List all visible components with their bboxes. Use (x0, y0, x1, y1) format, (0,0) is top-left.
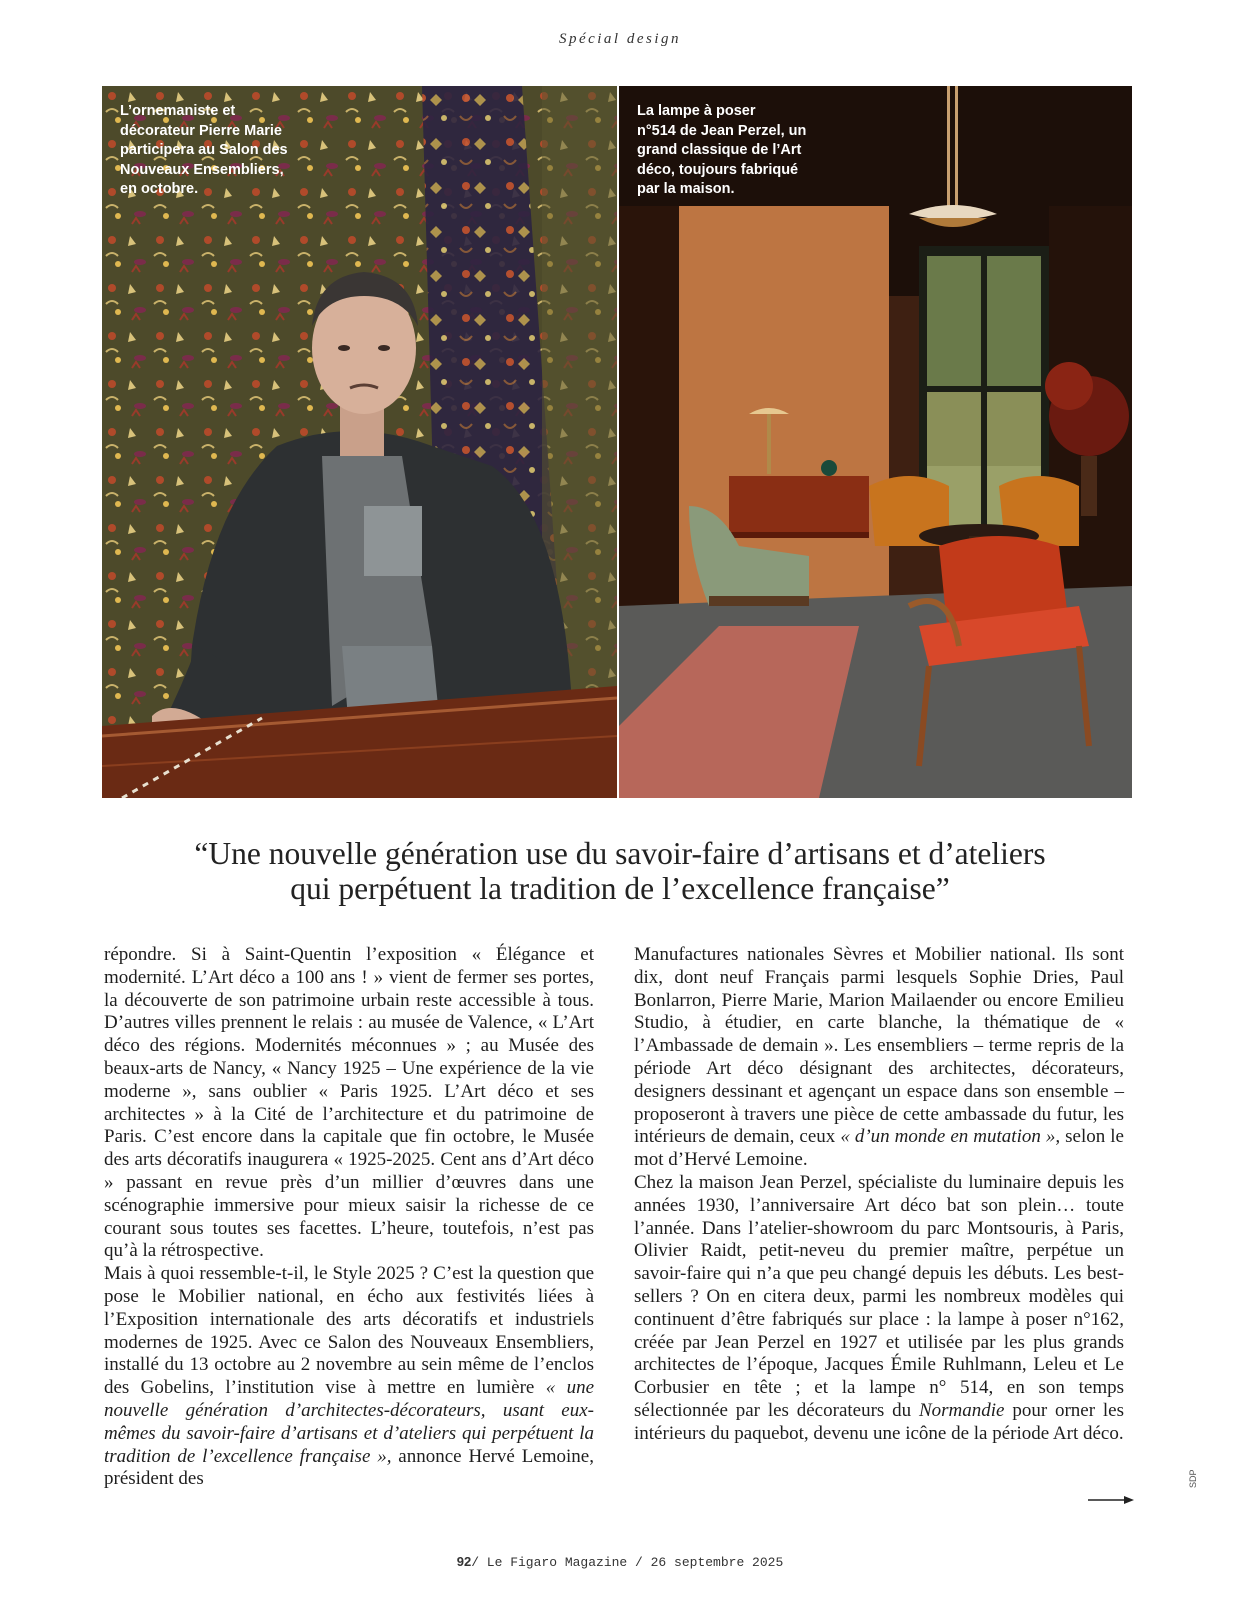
paragraph (634, 1172, 1124, 1446)
paragraph (634, 944, 1124, 1172)
quoted-text: « une nouvelle génération d’architectes-décorateurs, usant eux-mêmes du savoir-faire d’artisans et d’ateliers qui perpétuent la tradition de l’excellence française », (104, 1377, 595, 1467)
quoted-text: « d’un monde en mutation », (840, 1126, 1061, 1148)
article-column-right (634, 944, 1124, 1446)
ship-name: Normandie (918, 1399, 1005, 1421)
photo-credit: SDP (1188, 1469, 1198, 1488)
page-number: 92 (456, 1554, 472, 1569)
arrow-right-icon (1088, 1495, 1134, 1505)
paragraph: répondre. Si à Saint-Quentin l’exposition « Élégance et modernité. L’Art déco a 100 ans ! » vient de fermer ses portes, la découverte de son patrimoine urbain reste accessible à tous. D’autres villes prennent le relais : au musée de Valence, « L’Art déco des régions. Modernités méconnues » ; au Musée des beaux-arts de Nancy, « Nancy 1925 – Une expérience de la vie moderne », sans oublier « Paris 1925. L’Art déco et ses architectes » à la Cité de l’architecture et du patrimoine de Paris. C’est encore dans la capitale que fin octobre, le Musée des arts décoratifs inaugurera « 1925-2025. Cent ans d’Art déco » passant en revue près d’un millier d’œuvres dans une scénographie immersive pour mieux saisir la richesse de ce courant sous toutes ses facettes. L’heure, toutefois, n’est pas qu’à la rétrospective. (104, 944, 594, 1262)
paragraph-text: Chez la maison Jean Perzel, spécialiste du luminaire depuis les années 1930, l’anniversaire Art déco bat son plein… toute l’année. Dans l’atelier-showroom du parc Montsouris, à Paris, Olivier Raidt, petit-neveu du premier maître, perpétue un savoir-faire qui n’a que peu changé depuis les débuts. Les best-sellers ? On en citera deux, parmi les nombreux modèles qui continuent d’être fabriqués sur place : la lampe à poser n°162, créée par Jean Perzel en 1927 et utilisée par les plus grands architectes de l’époque, Jacques Émile Ruhlmann, Leleu et Le Corbusier en tête ; et la lampe n° 514, en son temps sélectionnée par les décorateurs du (634, 1171, 1124, 1421)
publication-info: / Le Figaro Magazine / 26 septembre 2025 (471, 1555, 784, 1570)
page-footer (0, 1554, 1240, 1570)
article-column-left (104, 944, 594, 1491)
section-header: Spécial design (558, 31, 682, 47)
paragraph-text: selon le mot d’Hervé Lemoine. (634, 1126, 1124, 1171)
paragraph-text: pour orner les intérieurs du paquebot, devenu une icône de la période Art déco. (634, 1399, 1124, 1444)
photo-interior (619, 86, 1132, 798)
pull-quote-line-1: “Une nouvelle génération use du savoir-faire d’artisans et d’ateliers (194, 836, 1046, 871)
paragraph-text: Mais à quoi ressemble-t-il, le Style 2025 ? C’est la question que pose le Mobilier national, en écho aux festivités liées à l’Exposition internationale des arts décoratifs et industriels modernes de 1925. Avec ce Salon des Nouveaux Ensembliers, installé du 13 octobre au 2 novembre au sein même de l’enclos des Gobelins, l’institution vise à mettre en lumière (104, 1263, 594, 1399)
pull-quote (0, 836, 1240, 906)
paragraph (104, 1263, 594, 1491)
paragraph-text: annonce Hervé Lemoine, président des (104, 1445, 594, 1490)
pull-quote-line-2: qui perpétuent la tradition de l’excellence française” (290, 871, 950, 906)
paragraph-text: Manufactures nationales Sèvres et Mobilier national. Ils sont dix, dont neuf Français parmi lesquels Sophie Dries, Paul Bonlarron, Pierre Marie, Marion Mailaender ou encore Emilieu Studio, à étudier, en carte blanche, la thématique de « l’Ambassade de demain ». Les ensembliers – terme repris de la période Art déco désignant des architectes, décorateurs, designers dessinant et agençant un espace dans son ensemble – proposeront à travers une pièce de cette ambassade du futur, les intérieurs de demain, ceux (634, 944, 1124, 1148)
photo-portrait (102, 86, 617, 798)
photo-caption-portrait: L’ornemaniste et décorateur Pierre Marie participera au Salon des Nouveaux Ensembliers, en octobre. (120, 103, 288, 197)
photo-spread (102, 86, 1132, 798)
photo-caption-interior: La lampe à poser n°514 de Jean Perzel, un grand classique de l’Art déco, toujours fabriqué par la maison. (637, 103, 807, 197)
